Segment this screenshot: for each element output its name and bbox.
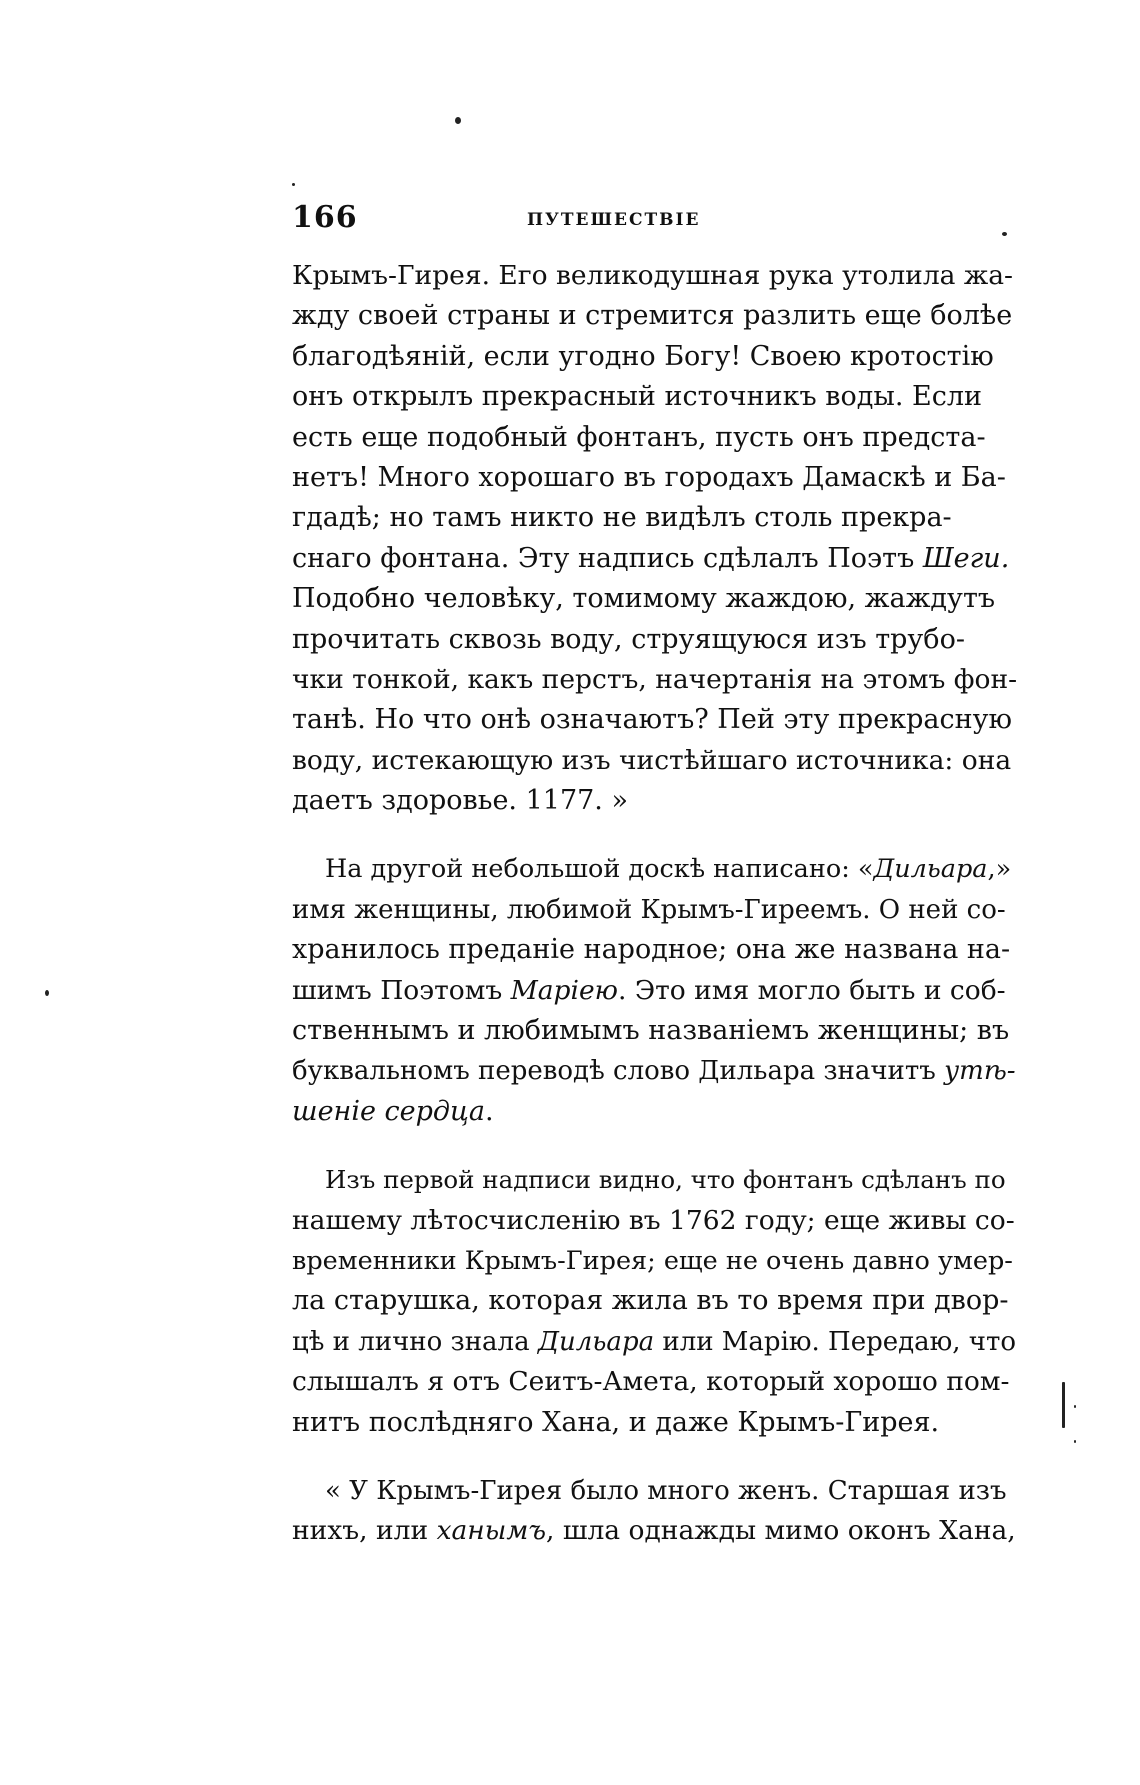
text-line: онъ открылъ прекрасный источникъ воды. Если — [292, 381, 982, 413]
text-line: прочитать сквозь воду, струящуюся изъ трубо- — [292, 623, 965, 655]
scan-speck — [45, 990, 49, 996]
text-line: гдадѣ; но тамъ никто не видѣлъ столь прекра- — [292, 502, 952, 534]
italic-name: Дильара — [873, 854, 988, 885]
text-line: шимъ Поэтомъ Маріею. Это имя могло быть и соб- — [292, 974, 1006, 1006]
italic-phrase: шеніе сердца — [292, 1095, 485, 1127]
text-line: нитъ послѣдняго Хана, и даже Крымъ-Гирея. — [292, 1406, 940, 1438]
page-header — [292, 200, 1018, 240]
text-line: даетъ здоровье. 1177. » — [292, 785, 628, 817]
text-line: есть еще подобный фонтанъ, пусть онъ предста- — [292, 421, 986, 453]
scan-speck — [1074, 1440, 1076, 1443]
scan-speck — [1074, 1405, 1076, 1408]
scan-speck — [292, 183, 295, 186]
italic-name: Дильара — [537, 1326, 655, 1357]
text-line: имя женщины, любимой Крымъ-Гиреемъ. О ней со- — [292, 894, 1006, 925]
text-line: нихъ, или ханымъ, шла однажды мимо оконъ Хана, — [292, 1515, 1016, 1547]
scan-speck — [1062, 1382, 1065, 1428]
italic-name: Шеги. — [922, 542, 1010, 574]
text-line: жду своей страны и стремится разлить еще болѣе — [292, 300, 1013, 332]
text-line: чки тонкой, какъ перстъ, начертанія на этомъ фон- — [292, 663, 1018, 695]
text-line: хранилось преданіе народное; она же названа на- — [292, 934, 1011, 966]
text-line: Подобно человѣку, томимому жаждою, жаждутъ — [292, 583, 996, 615]
text-line: ла старушка, которая жила въ то время при двор- — [292, 1285, 1009, 1317]
text-line: благодѣяній, если угодно Богу! Своею кротостію — [292, 340, 994, 372]
text-line: « У Крымъ-Гирея было много женъ. Старшая изъ — [325, 1475, 1007, 1506]
paragraph-gap — [292, 1443, 1018, 1471]
text-line: На другой небольшой доскѣ написано: «Дильара,» — [325, 854, 1012, 885]
text-line: Изъ первой надписи видно, что фонтанъ сдѣланъ по — [325, 1165, 1006, 1195]
text-line: ственнымъ и любимымъ названіемъ женщины; въ — [292, 1015, 1010, 1047]
text-line: цѣ и лично знала Дильара или Марію. Передаю, что — [292, 1326, 1017, 1357]
text-line: Крымъ-Гирея. Его великодушная рука утолила жа- — [292, 260, 1014, 291]
text-line: танѣ. Но что онѣ означаютъ? Пей эту прекрасную — [292, 704, 1012, 736]
text-line: нетъ! Много хорошаго въ городахъ Дамаскѣ и Ба- — [292, 461, 1006, 493]
body-text — [292, 256, 1018, 1552]
paragraph-gap — [292, 821, 1018, 849]
text-line: шеніе сердца. — [292, 1095, 494, 1127]
italic-word: ханымъ — [436, 1515, 546, 1547]
text-line: временники Крымъ-Гирея; еще не очень давно умер- — [292, 1245, 1013, 1276]
paragraph-gap — [292, 1132, 1018, 1160]
text-line: слышалъ я отъ Сеитъ-Амета, который хорошо пом- — [292, 1366, 1010, 1398]
scan-speck — [455, 117, 461, 124]
text-line: буквальномъ переводѣ слово Дильара значитъ утѣ- — [292, 1056, 1016, 1087]
page-number: 166 — [292, 200, 358, 235]
italic-name: Маріею — [510, 974, 619, 1006]
italic-phrase: утѣ- — [944, 1056, 1016, 1087]
text-line: нашему лѣтосчисленію въ 1762 году; еще живы со- — [292, 1204, 1015, 1236]
text-line: снаго фонтана. Эту надпись сдѣлалъ Поэтъ Шеги. — [292, 542, 1010, 574]
text-line: воду, истекающую изъ чистѣйшаго источника: она — [292, 744, 1012, 776]
running-head: ПУТЕШЕСТВІЕ — [527, 210, 701, 230]
